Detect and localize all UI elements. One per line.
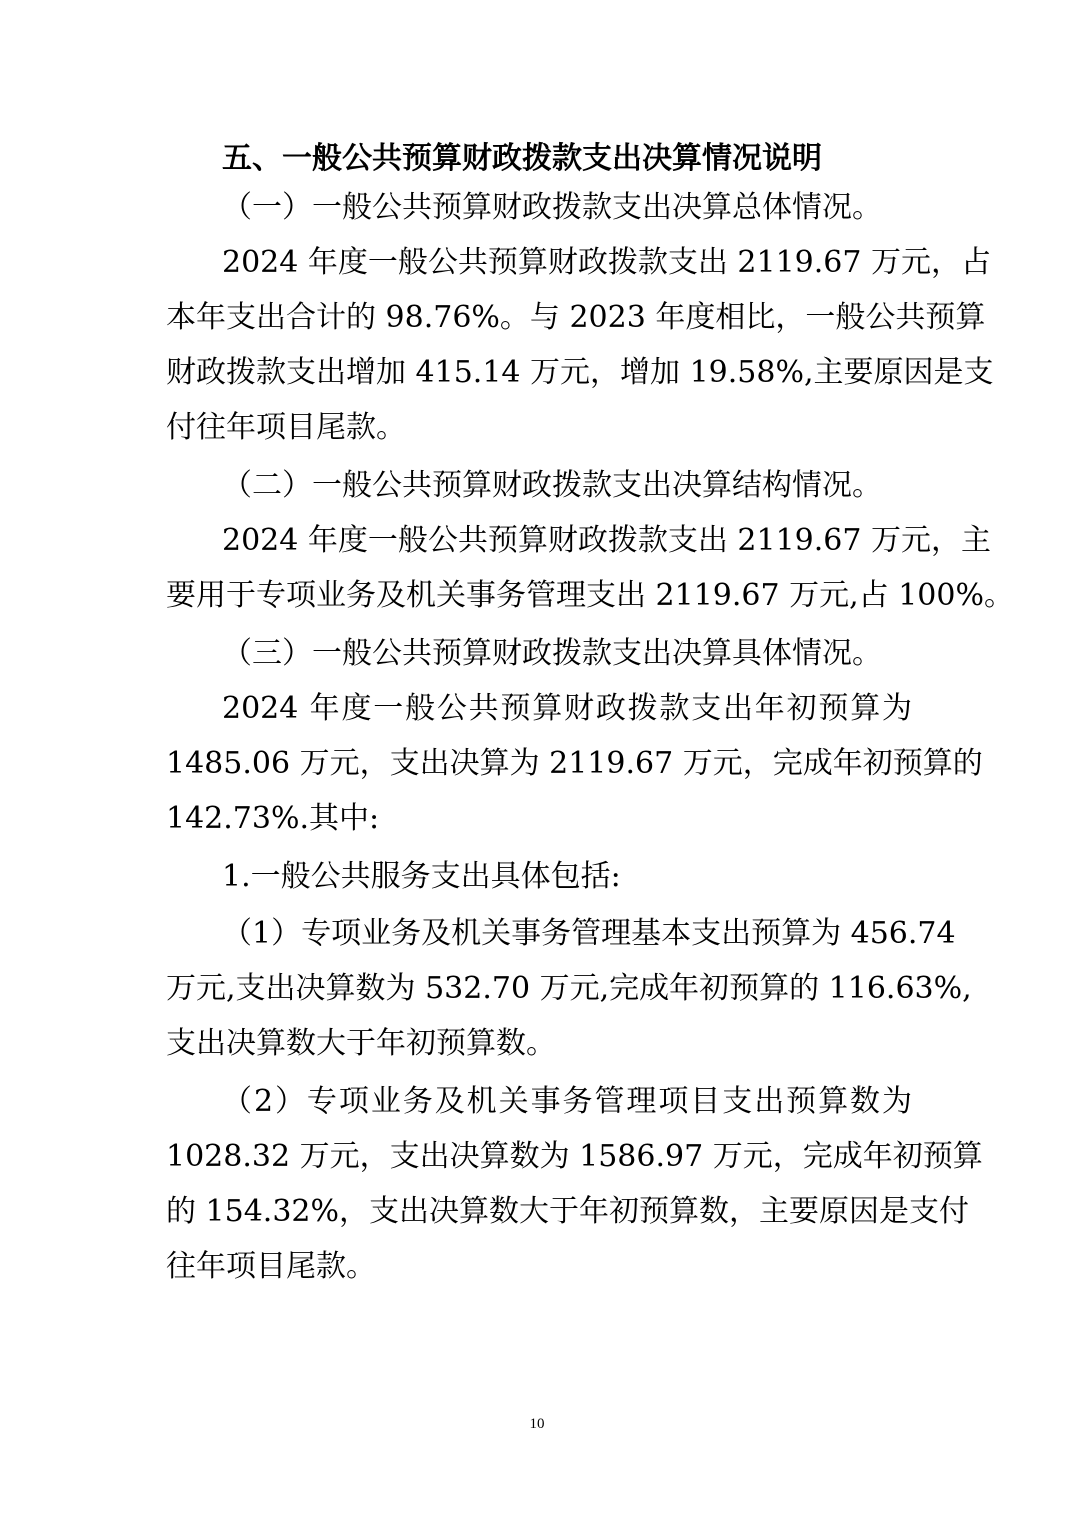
- paragraph-line: 财政拨款支出增加 415.14 万元，增加 19.58%,主要原因是支: [166, 355, 994, 390]
- section-heading: 五、一般公共预算财政拨款支出决算情况说明: [222, 141, 822, 176]
- paragraph-line: 付往年项目尾款。: [166, 410, 406, 445]
- paragraph-line: 1028.32 万元，支出决算数为 1586.97 万元，完成年初预算: [166, 1139, 983, 1174]
- paragraph-line: 2024 年度一般公共预算财政拨款支出 2119.67 万元，占: [222, 245, 992, 280]
- subsection-title-1: （一）一般公共预算财政拨款支出决算总体情况。: [222, 190, 882, 225]
- paragraph-line: 的 154.32%，支出决算数大于年初预算数，主要原因是支付: [166, 1194, 970, 1229]
- paragraph-line: （2）专项业务及机关事务管理项目支出预算数为: [222, 1084, 912, 1119]
- paragraph-line: 往年项目尾款。: [166, 1249, 376, 1284]
- subsection-title-2: （二）一般公共预算财政拨款支出决算结构情况。: [222, 468, 882, 503]
- page-number: 10: [529, 1416, 545, 1432]
- paragraph-line: （1）专项业务及机关事务管理基本支出预算为 456.74: [222, 916, 956, 951]
- paragraph-line: 要用于专项业务及机关事务管理支出 2119.67 万元,占 100%。: [166, 578, 1014, 613]
- item-title: 1.一般公共服务支出具体包括:: [222, 859, 621, 894]
- paragraph-line: 2024 年度一般公共预算财政拨款支出 2119.67 万元，主: [222, 523, 992, 558]
- subsection-title-3: （三）一般公共预算财政拨款支出决算具体情况。: [222, 636, 882, 671]
- paragraph-line: 2024 年度一般公共预算财政拨款支出年初预算为: [222, 691, 912, 726]
- paragraph-line: 142.73%.其中:: [166, 801, 380, 836]
- paragraph-line: 1485.06 万元，支出决算为 2119.67 万元，完成年初预算的: [166, 746, 983, 781]
- paragraph-line: 支出决算数大于年初预算数。: [166, 1026, 556, 1061]
- paragraph-line: 万元,支出决算数为 532.70 万元,完成年初预算的 116.63%,: [166, 971, 972, 1006]
- paragraph-line: 本年支出合计的 98.76%。与 2023 年度相比，一般公共预算: [166, 300, 986, 335]
